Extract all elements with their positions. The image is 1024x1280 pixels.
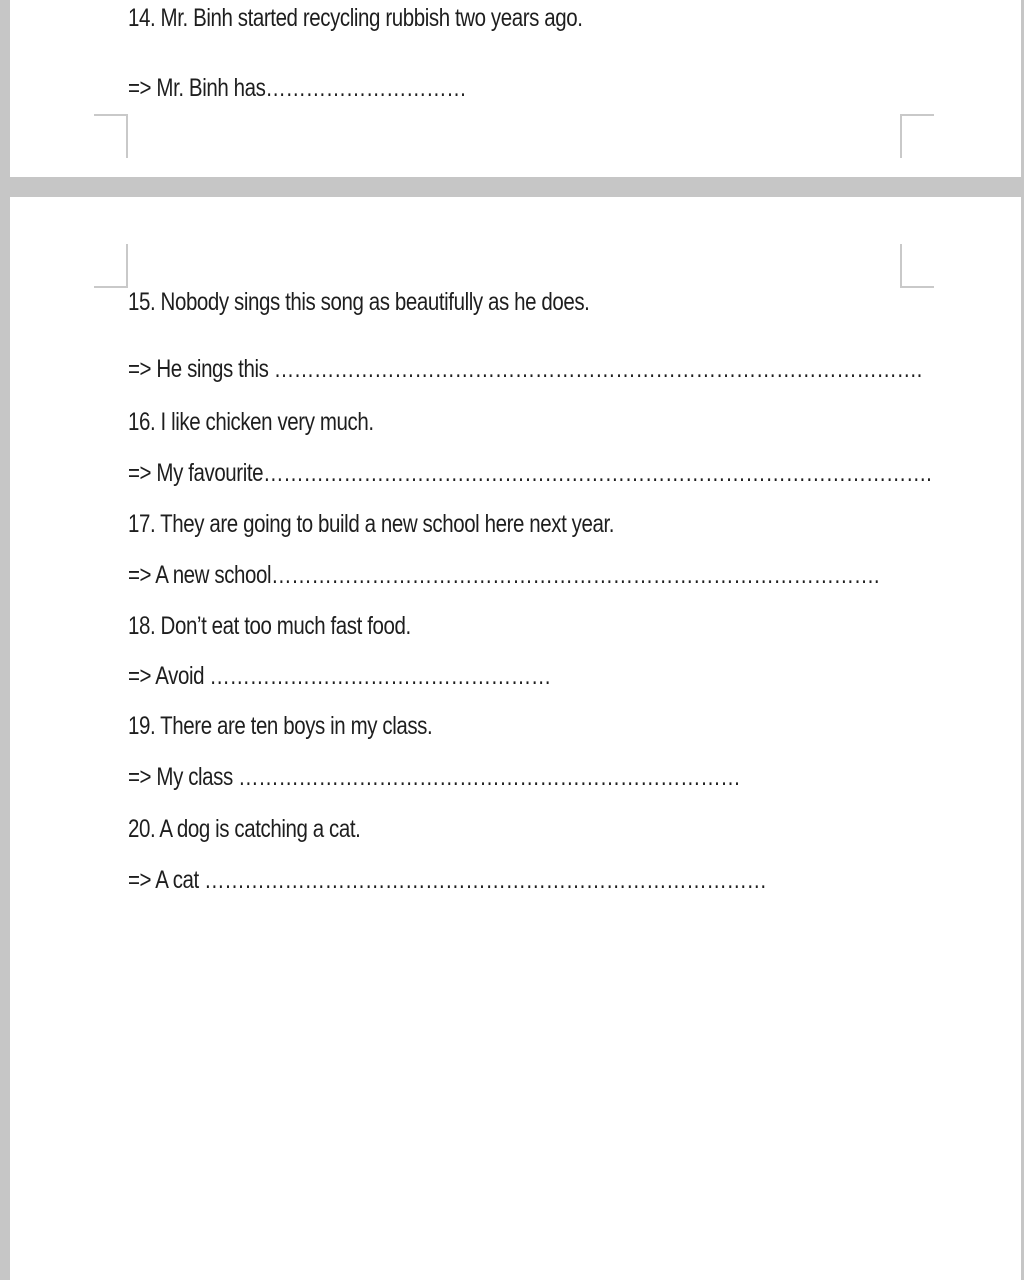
exercise-18-question: 18. Don’t eat too much fast food. (128, 612, 411, 640)
exercise-17-question: 17. They are going to build a new school here next year. (128, 510, 615, 538)
exercise-14-question: 14. Mr. Binh started recycling rubbish two years ago. (128, 4, 583, 32)
crop-mark-left (94, 244, 128, 288)
exercise-16-answer: => My favourite………………………………………………………………………………………. (128, 459, 932, 487)
exercise-15-answer: => He sings this ……………………………………………………………………………………. (128, 355, 922, 383)
document-page-bottom (10, 197, 1021, 1280)
exercise-19-question: 19. There are ten boys in my class. (128, 712, 433, 740)
exercise-20-question: 20. A dog is catching a cat. (128, 815, 361, 843)
crop-mark-left (94, 114, 128, 158)
crop-mark-right (900, 114, 934, 158)
exercise-15-question: 15. Nobody sings this song as beautifully as he does. (128, 288, 590, 316)
exercise-14-answer: => Mr. Binh has………………………… (128, 74, 467, 102)
crop-mark-right (900, 244, 934, 288)
exercise-16-question: 16. I like chicken very much. (128, 408, 374, 436)
exercise-17-answer: => A new school………………………………………………………………………………. (128, 561, 880, 589)
exercise-20-answer: => A cat ………………………………………………………………………… (128, 866, 767, 894)
exercise-18-answer: => Avoid …………………………………………… (128, 662, 551, 690)
exercise-19-answer: => My class ………………………………………………………………… (128, 763, 741, 791)
document-page-top (10, 0, 1021, 177)
